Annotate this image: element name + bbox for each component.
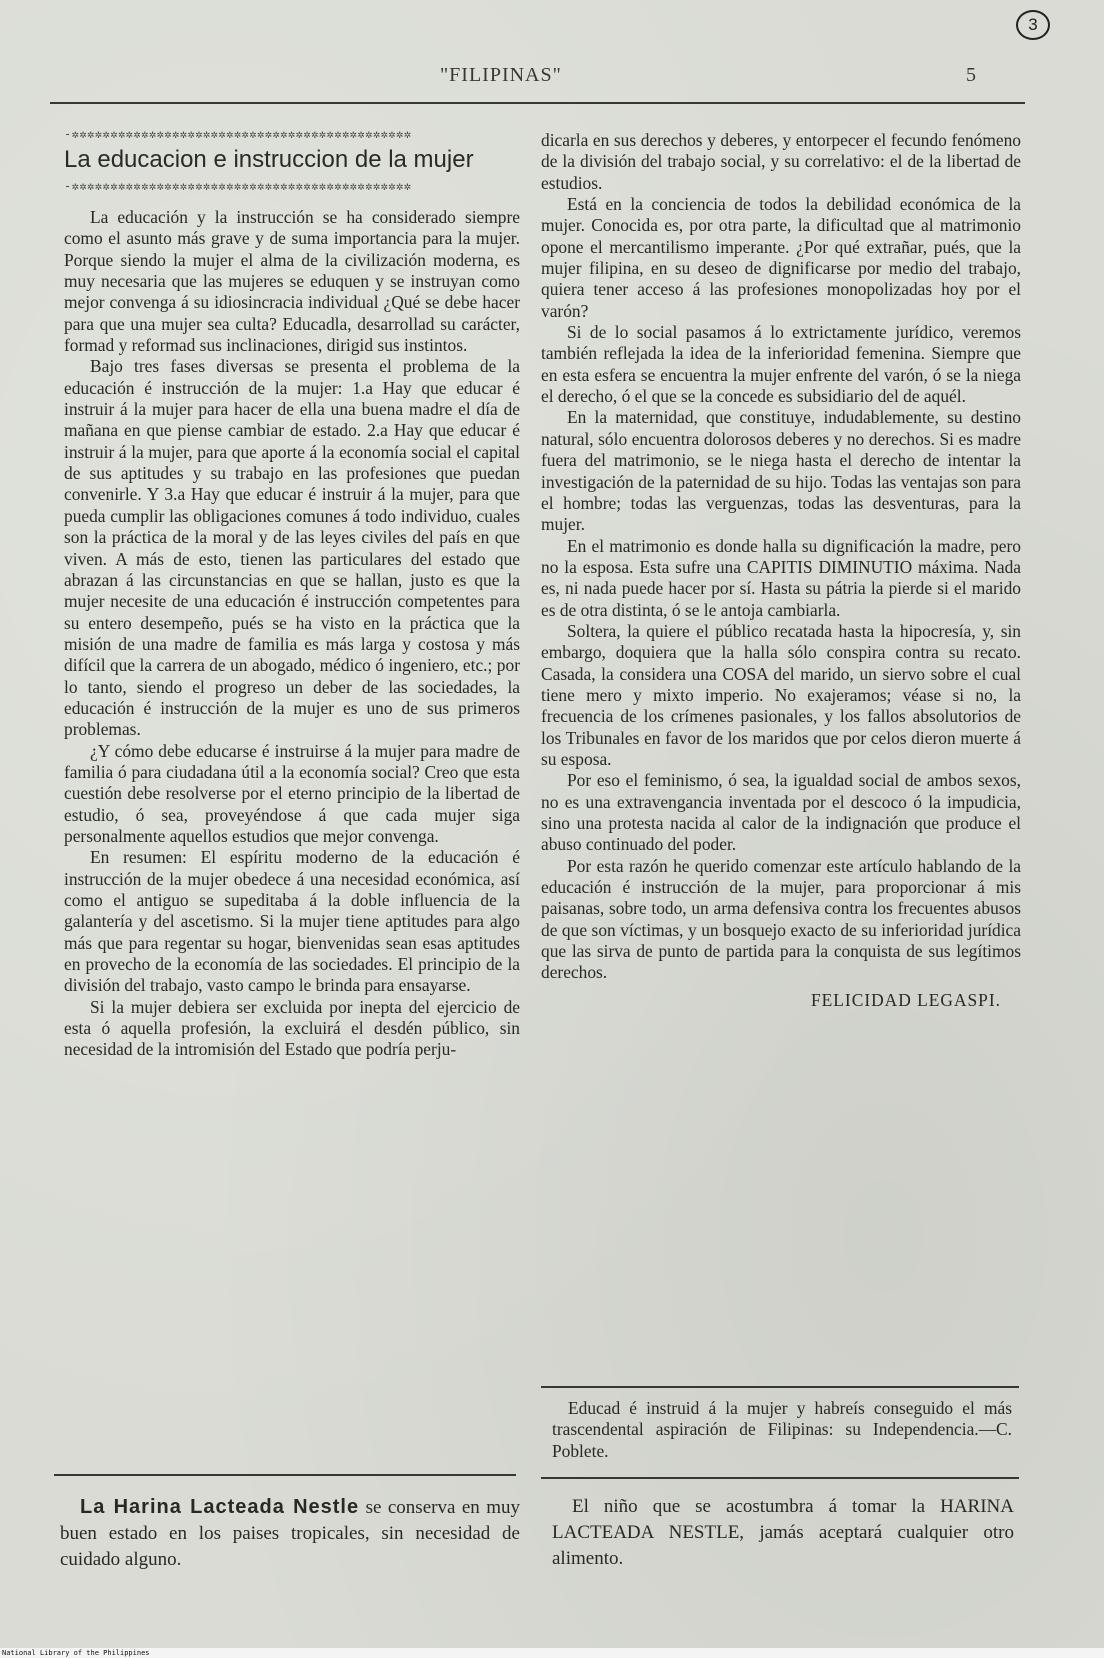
- article-paragraph: Bajo tres fases diversas se presenta el problema de la educación é instrucción de la mujer: 1.a Hay que educar é instruir á la mujer para hacer de ella una buena madre el día de mañana en que piense cambiar de estado. 2.a Hay que educar é instruir á la mujer, para que aporte á la economía social el capital de sus aptitudes y su trabajo en las profesiones que puedan convenirle. Y 3.a Hay que educar é instruir á la mujer, para que pueda cumplir las obligaciones comunes á todo individuo, cuales son la práctica de la moral y de las leyes civiles del país en que viven. A más de esto, tienen las particulares del estado que abrazan á las circunstancias en que se hallan, justo es que la mujer necesite de una educación é instrucción competentes para su entero desempeño, pués se ha visto en la práctica que la misión de una madre de familia es más larga y costosa y más difícil que la carrera de un abogado, médico ó ingeniero, etc.; por lo tanto, siendo el progreso un deber de las sociedades, la educación é instrucción de la mujer es uno de sus primeros problemas.: [64, 356, 520, 740]
- nestle-ad-right: [552, 1494, 1014, 1572]
- page-number: 5: [966, 64, 976, 86]
- article-paragraph: Soltera, la quiere el público recatada hasta la hipocresía, y, sin embargo, doquiera que la halla sólo conspira contra su recato. Casada, la considera una COSA del marido, un siervo sobre el cual tiene mero y mixto imperio. No exajeramos; véase si no, la frecuencia de los crímenes pasionales, y los fallos absolutorios de los Tribunales en favor de los maridos que por celos dieron muerte á su esposa.: [541, 620, 1021, 769]
- ad-brand-name: La Harina Lacteada Nestle: [80, 1496, 360, 1518]
- quote-rule-top: [541, 1386, 1019, 1388]
- title-ornament-bottom: -✲✲✲✲✲✲✲✲✲✲✲✲✲✲✲✲✲✲✲✲✲✲✲✲✲✲✲✲✲✲✲✲✲✲✲✲✲✲✲✲✲✲✲✲: [64, 180, 412, 192]
- quote-box: [552, 1398, 1012, 1462]
- article-paragraph: ¿Y cómo debe educarse é instruirse á la mujer para madre de familia ó para ciudadana útil a la economía social? Creo que esta cuestión debe resolverse por el eterno principio de la libertad de estudio, ó sea, proveyéndose á que cada mujer siga personalmente aquellos estudios que mejor convenga.: [64, 740, 520, 846]
- article-title-box: [64, 128, 520, 192]
- quote-rule-bottom: [541, 1477, 1019, 1479]
- article-paragraph: En la maternidad, que constituye, indudablemente, su destino natural, sólo encuentra dolorosos deberes y no derechos. Si es madre fuera del matrimonio, se le niega hasta el derecho de intentar la investigación de la paternidad de su hijo. Todas las ventajas son para el hombre; todas las verguenzas, todas las desventuras, para la mujer.: [541, 407, 1021, 535]
- publication-title: "FILIPINAS": [440, 64, 562, 86]
- article-left-column: [64, 128, 520, 1061]
- article-paragraph: dicarla en sus derechos y deberes, y entorpecer el fecundo fenómeno de la división del trabajo social, y su correlativo: el de la libertad de estudios.: [541, 130, 1021, 193]
- article-paragraph: Está en la conciencia de todos la debilidad económica de la mujer. Conocida es, por otra parte, la dificultad que al matrimonio opone el mercantilismo imperante. ¿Por qué extrañar, pués, que la mujer filipina, en su deseo de dignificarse por medio del trabajo, quiera tener acceso á las profesiones monopolizadas hoy por el varón?: [541, 194, 1021, 321]
- article-paragraph: La educación y la instrucción se ha considerado siempre como el asunto más grave y de suma importancia para la mujer. Porque siendo la mujer el alma de la civilización moderna, es muy necesaria que las mujeres se eduquen y se instruyan como mejor convenga á su idiosincracia individual ¿Qué se debe hacer para que una mujer sea culta? Educadla, desarrollad su carácter, formad y reformad sus inclinaciones, dirigid sus instintos.: [64, 207, 520, 356]
- author-signature: FELICIDAD LEGASPI.: [811, 989, 1001, 1010]
- ad-rule-left: [54, 1474, 516, 1476]
- title-ornament-top: -✲✲✲✲✲✲✲✲✲✲✲✲✲✲✲✲✲✲✲✲✲✲✲✲✲✲✲✲✲✲✲✲✲✲✲✲✲✲✲✲✲✲✲✲: [64, 128, 412, 140]
- page-stamp: 3: [1016, 10, 1050, 40]
- footer-strip: [0, 1648, 1104, 1658]
- ad-left-text: se conserva en muy buen estado en los paises tropicales, sin necesidad de cuidado alguno.: [60, 1497, 521, 1570]
- article-paragraph: Por eso el feminismo, ó sea, la igualdad social de ambos sexos, no es una extravengancia inventada por el descoco ó la impudicia, sino una protesta nacida al calor de la indignación que produce el abuso continuado del poder.: [541, 770, 1021, 855]
- article-paragraph: Por esta razón he querido comenzar este artículo hablando de la educación é instrucción de la mujer, para proporcionar á mis paisanas, sobre todo, un arma defensiva contra los frecuentes abusos de que son víctimas, y un bosquejo exacto de su inferioridad jurídica que las sirva de punto de partida para la conquista de sus legítimos derechos.: [541, 855, 1021, 983]
- quote-text: Educad é instruid á la mujer y habreís conseguido el más trascendental aspiración de Filipinas: su Independencia.—C. Poblete.: [552, 1398, 1012, 1461]
- article-title: La educacion e instruccion de la mujer: [64, 146, 474, 173]
- article-paragraph: Si la mujer debiera ser excluida por inepta del ejercicio de esta ó aquella profesión, la excluirá el desdén público, sin necesidad de la intromisión del Estado que podría perju-: [64, 996, 520, 1060]
- article-paragraph: En el matrimonio es donde halla su dignificación la madre, pero no la esposa. Esta sufre una CAPITIS DIMINUTIO máxima. Nada es, ni nada puede hacer por sí. Hasta su pátria la pierde si el marido es de otra distinta, ó se le antoja cambiarla.: [541, 535, 1021, 620]
- article-paragraph: Si de lo social pasamos á lo extrictamente jurídico, veremos también reflejada la idea de la inferioridad femenina. Siempre que en esta esfera se encuentra la mujer enfrente del varón, ó se la niega el derecho, ó el que se la concede es subsidiario del de aquél.: [541, 322, 1021, 407]
- ad-right-text: El niño que se acostumbra á tomar la HARINA LACTEADA NESTLE, jamás aceptará cualquier otro alimento.: [552, 1496, 1014, 1569]
- header-rule: [50, 102, 1025, 104]
- nestle-ad-left: [60, 1494, 520, 1573]
- article-right-column: [541, 130, 1021, 1011]
- article-paragraph: En resumen: El espíritu moderno de la educación é instrucción de la mujer obedece á una necesidad económica, así como el antiguo se supeditaba á la doble influencia de la galantería y del ascetismo. Si la mujer tiene aptitudes para algo más que para regentar su hogar, bienvenidas sean esas aptitudes en provecho de la economía de las sociedades. El principio de la división del trabajo, vasto campo le brinda para ensayarse.: [64, 847, 520, 996]
- library-credit: National Library of the Philippines: [2, 1649, 150, 1657]
